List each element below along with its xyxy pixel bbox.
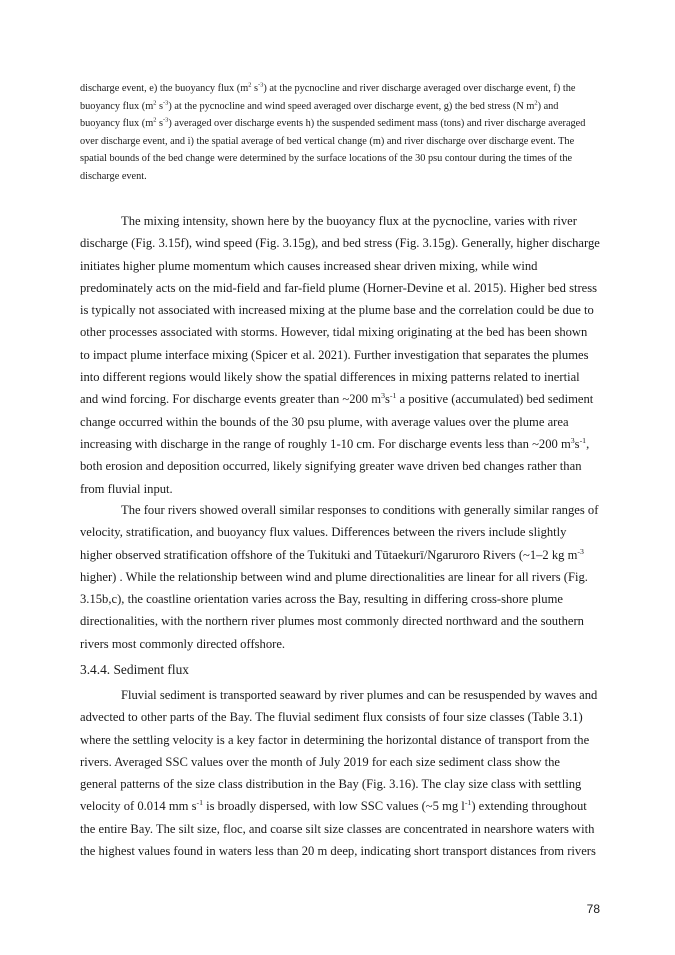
page-number: 78	[586, 902, 600, 916]
body-paragraph-mixing-intensity: The mixing intensity, shown here by the buoyancy flux at the pycnocline, varies with river discharge (Fig. 3.15f), wind speed (Fig. 3.15g), and bed stress (Fig. 3.15g). Generally, higher discharge initiates higher plume momentum which causes increased shear driven mixing, while wind predominately acts on the mid-field and far-field plume (Horner-Devine et al. 2015). Higher bed stress is typically not associated with increased mixing at the plume base and the correlation could be due to other processes associated with storms. However, tidal mixing originating at the bed has been shown to impact plume interface mixing (Spicer et al. 2021). Further investigation that separates the plumes into different regions would likely show the spatial differences in mixing patterns related to inertial and wind forcing. For discharge events greater than ~200 $m^3s^{-1}$ a positive (accumulated) bed sediment change occurred within the bounds of the 30 psu plume, with average values over the plume area increasing with discharge in the range of roughly 1-10 cm. For discharge events less than ~200 $m^3s^{-1}$, both erosion and deposition occurred, likely signifying greater wave driven bed changes rather than from fluvial input.	[80, 214, 600, 496]
body-paragraph-sediment-flux: Fluvial sediment is transported seaward by river plumes and can be resuspended by waves and advected to other parts of the Bay. The fluvial sediment flux consists of four size classes (Table 3.1) where the settling velocity is a key factor in determining the horizontal distance of transport from the rivers. Averaged SSC values over the month of July 2019 for each size sediment class show the general patterns of the size class distribution in the Bay (Fig. 3.16). The clay size class with settling velocity of 0.014 mm $s^{-1}$ is broadly dispersed, with low SSC values (~5 mg $l^{-1}$) extending throughout the entire Bay. The silt size, floc, and coarse silt size classes are concentrated in nearshore waters with the highest values found in waters less than 20 m deep, indicating short transport distances from rivers	[80, 688, 598, 859]
body-paragraph-river-responses: The four rivers showed overall similar responses to conditions with generally similar ranges of velocity, stratification, and buoyancy flux values. Differences between the rivers include slightly higher observed stratification offshore of the Tukituki and Tūtaekurī/Ngaruroro Rivers (~1–2 kg $m^{-3}$ higher) . While the relationship between wind and plume directionalities are linear for all rivers (Fig. 3.15b,c), the coastline orientation varies across the Bay, resulting in differing cross-shore plume directionalities, with the northern river plumes most commonly directed northward and the southern rivers most commonly directed offshore.	[80, 503, 599, 651]
figure-caption-continuation: discharge event, e) the buoyancy flux ($m^2$ $s^{-3}$) at the pycnocline and river discharge averaged over discharge event, f) the buoyancy flux ($m^2$ $s^{-3}$) at the pycnocline and wind speed averaged over discharge event, g) the bed stress (N $m^2$) and buoyancy flux ($m^2$ $s^{-3}$) averaged over discharge events h) the suspended sediment mass (tons) and river discharge averaged over discharge event, and i) the spatial average of bed vertical change (m) and river discharge over discharge event. The spatial bounds of the bed change were determined by the surface locations of the 30 psu contour during the times of the discharge event.	[80, 81, 586, 182]
section-heading: 3.4.4. Sediment flux	[80, 662, 189, 677]
